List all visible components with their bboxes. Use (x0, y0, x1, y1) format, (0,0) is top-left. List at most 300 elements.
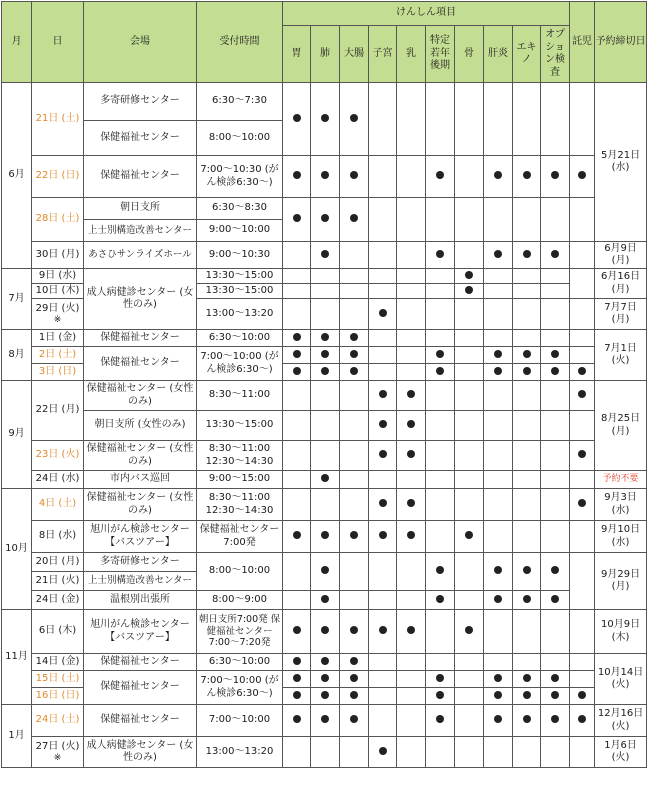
deadline-cell: 10月14日 (火) (595, 654, 647, 705)
mark-cell (541, 269, 570, 284)
mark-cell (311, 521, 340, 553)
mark-cell (570, 671, 595, 688)
day-cell: 24日 (水) (32, 471, 84, 489)
dot-mark (523, 595, 531, 603)
mark-cell (311, 688, 340, 705)
mark-cell (283, 269, 311, 284)
header-item-bone: 骨 (455, 26, 484, 83)
mark-cell (484, 737, 513, 768)
mark-cell (283, 471, 311, 489)
mark-cell (570, 411, 595, 441)
mark-cell (311, 381, 340, 411)
day-cell: 22日 (月) (32, 381, 84, 441)
mark-cell (369, 411, 397, 441)
checkup-schedule-table (1, 1, 647, 768)
dot-mark (578, 171, 586, 179)
mark-cell (311, 610, 340, 654)
mark-cell (541, 688, 570, 705)
dot-mark (321, 657, 329, 665)
mark-cell (455, 299, 484, 330)
dot-mark (350, 333, 358, 341)
mark-cell (397, 198, 426, 242)
mark-cell (397, 284, 426, 299)
mark-cell (570, 347, 595, 364)
mark-cell (340, 411, 369, 441)
dot-mark (293, 715, 301, 723)
dot-mark (407, 420, 415, 428)
venue-cell: 保健福祉センター (84, 156, 197, 198)
mark-cell (541, 198, 570, 242)
dot-mark (494, 250, 502, 258)
day-cell: 14日 (金) (32, 654, 84, 671)
dot-mark (350, 626, 358, 634)
mark-cell (283, 284, 311, 299)
mark-cell (397, 441, 426, 471)
dot-mark (494, 691, 502, 699)
dot-mark (551, 367, 559, 375)
day-cell: 21日 (土) (32, 83, 84, 156)
dot-mark (578, 367, 586, 375)
mark-cell (455, 591, 484, 610)
mark-cell (397, 330, 426, 347)
venue-cell: 保健福祉センター (84, 121, 197, 156)
time-cell: 7:00～10:00 (197, 705, 283, 737)
venue-cell: 保健福祉センター (女性のみ) (84, 381, 197, 411)
mark-cell (513, 471, 541, 489)
mark-cell (340, 441, 369, 471)
dot-mark (350, 214, 358, 222)
dot-mark (494, 715, 502, 723)
dot-mark (293, 350, 301, 358)
time-cell: 8:00～10:00 (197, 121, 283, 156)
mark-cell (455, 654, 484, 671)
mark-cell (311, 299, 340, 330)
mark-cell (541, 654, 570, 671)
time-cell: 13:30～15:00 (197, 411, 283, 441)
dot-mark (523, 674, 531, 682)
mark-cell (340, 156, 369, 198)
mark-cell (484, 364, 513, 381)
mark-cell (369, 521, 397, 553)
dot-mark (321, 350, 329, 358)
mark-cell (570, 269, 595, 299)
venue-cell: 旭川がん検診センター 【バスツアー】 (84, 610, 197, 654)
mark-cell (570, 737, 595, 768)
dot-mark (321, 674, 329, 682)
mark-cell (484, 471, 513, 489)
mark-cell (283, 705, 311, 737)
mark-cell (570, 441, 595, 471)
mark-cell (570, 242, 595, 269)
mark-cell (340, 553, 369, 591)
mark-cell (283, 299, 311, 330)
mark-cell (541, 521, 570, 553)
mark-cell (340, 347, 369, 364)
mark-cell (541, 156, 570, 198)
dot-mark (494, 595, 502, 603)
mark-cell (283, 411, 311, 441)
mark-cell (369, 156, 397, 198)
header-reception-time: 受付時間 (197, 2, 283, 83)
dot-mark (321, 626, 329, 634)
mark-cell (340, 83, 369, 156)
dot-mark (407, 390, 415, 398)
header-checkup-items: けんしん項目 (283, 2, 570, 26)
mark-cell (340, 364, 369, 381)
mark-cell (340, 269, 369, 284)
mark-cell (513, 705, 541, 737)
mark-cell (283, 347, 311, 364)
day-cell: 8日 (水) (32, 521, 84, 553)
mark-cell (426, 330, 455, 347)
header-item-lung: 肺 (311, 26, 340, 83)
header-item-colon: 大腸 (340, 26, 369, 83)
venue-cell: 市内バス巡回 (84, 471, 197, 489)
mark-cell (455, 553, 484, 591)
mark-cell (513, 284, 541, 299)
dot-mark (379, 420, 387, 428)
mark-cell (311, 654, 340, 671)
deadline-cell: 8月25日 (月) (595, 381, 647, 471)
dot-mark (321, 214, 329, 222)
time-cell: 13:00～13:20 (197, 299, 283, 330)
dot-mark (321, 171, 329, 179)
dot-mark (436, 691, 444, 699)
mark-cell (397, 671, 426, 688)
mark-cell (541, 284, 570, 299)
mark-cell (484, 688, 513, 705)
mark-cell (283, 83, 311, 156)
dot-mark (436, 566, 444, 574)
mark-cell (455, 610, 484, 654)
mark-cell (340, 471, 369, 489)
dot-mark (293, 531, 301, 539)
mark-cell (340, 688, 369, 705)
mark-cell (455, 671, 484, 688)
mark-cell (455, 242, 484, 269)
mark-cell (484, 347, 513, 364)
mark-cell (311, 347, 340, 364)
mark-cell (369, 591, 397, 610)
dot-mark (551, 350, 559, 358)
dot-mark (321, 531, 329, 539)
mark-cell (397, 242, 426, 269)
header-venue: 会場 (84, 2, 197, 83)
month-cell: 10月 (2, 489, 32, 610)
mark-cell (513, 737, 541, 768)
mark-cell (541, 299, 570, 330)
time-cell: 6:30～8:30 (197, 198, 283, 220)
dot-mark (293, 691, 301, 699)
mark-cell (397, 381, 426, 411)
dot-mark (523, 350, 531, 358)
mark-cell (541, 242, 570, 269)
mark-cell (397, 299, 426, 330)
mark-cell (426, 489, 455, 521)
month-cell: 6月 (2, 83, 32, 269)
dot-mark (407, 499, 415, 507)
dot-mark (436, 715, 444, 723)
dot-mark (494, 171, 502, 179)
dot-mark (465, 626, 473, 634)
deadline-cell: 12月16日 (火) (595, 705, 647, 737)
mark-cell (397, 489, 426, 521)
time-cell: 13:30～15:00 (197, 284, 283, 299)
mark-cell (369, 705, 397, 737)
dot-mark (321, 367, 329, 375)
mark-cell (513, 269, 541, 284)
mark-cell (311, 156, 340, 198)
mark-cell (426, 381, 455, 411)
day-cell: 15日 (土) (32, 671, 84, 688)
mark-cell (455, 284, 484, 299)
dot-mark (578, 390, 586, 398)
day-text: 27日 (火) (35, 741, 80, 753)
dot-mark (523, 367, 531, 375)
mark-cell (340, 299, 369, 330)
day-cell: 2日 (土) (32, 347, 84, 364)
mark-cell (426, 364, 455, 381)
mark-cell (484, 411, 513, 441)
dot-mark (350, 367, 358, 375)
time-cell: 朝日支所7:00発 保健福祉センター 7:00～7:20発 (197, 610, 283, 654)
mark-cell (283, 198, 311, 242)
mark-cell (513, 688, 541, 705)
month-cell: 11月 (2, 610, 32, 705)
venue-cell: 朝日支所 (女性のみ) (84, 411, 197, 441)
mark-cell (570, 553, 595, 610)
mark-cell (369, 269, 397, 284)
mark-cell (455, 83, 484, 156)
mark-cell (455, 156, 484, 198)
mark-cell (340, 610, 369, 654)
mark-cell (513, 553, 541, 591)
deadline-cell: 9月10日 (水) (595, 521, 647, 553)
mark-cell (283, 242, 311, 269)
time-cell: 7:00～10:30 (がん検診6:30～) (197, 156, 283, 198)
venue-cell: あさひサンライズホール (84, 242, 197, 269)
dot-mark (494, 674, 502, 682)
mark-cell (369, 441, 397, 471)
dot-mark (465, 531, 473, 539)
mark-cell (283, 489, 311, 521)
mark-cell (311, 591, 340, 610)
mark-cell (340, 242, 369, 269)
dot-mark (350, 114, 358, 122)
day-cell: 3日 (日) (32, 364, 84, 381)
mark-cell (369, 330, 397, 347)
header-month: 月 (2, 2, 32, 83)
mark-cell (455, 441, 484, 471)
mark-cell (513, 83, 541, 156)
mark-cell (513, 671, 541, 688)
dot-mark (436, 674, 444, 682)
mark-cell (513, 489, 541, 521)
mark-cell (426, 688, 455, 705)
mark-cell (311, 242, 340, 269)
mark-cell (426, 553, 455, 591)
month-cell: 8月 (2, 330, 32, 381)
dot-mark (551, 674, 559, 682)
day-cell: 28日 (土) (32, 198, 84, 242)
deadline-cell: 7月1日 (火) (595, 330, 647, 381)
mark-cell (397, 471, 426, 489)
mark-cell (369, 381, 397, 411)
mark-cell (369, 610, 397, 654)
mark-cell (340, 198, 369, 242)
mark-cell (541, 591, 570, 610)
header-item-option: オプション検査 (541, 26, 570, 83)
mark-cell (570, 610, 595, 654)
mark-cell (311, 198, 340, 242)
day-cell (32, 737, 84, 768)
mark-cell (369, 737, 397, 768)
dot-mark (379, 499, 387, 507)
dot-mark (293, 367, 301, 375)
mark-cell (283, 156, 311, 198)
day-cell: 21日 (火) (32, 572, 84, 591)
day-cell: 16日 (日) (32, 688, 84, 705)
dot-mark (293, 171, 301, 179)
mark-cell (455, 364, 484, 381)
mark-cell (455, 737, 484, 768)
day-cell: 24日 (金) (32, 591, 84, 610)
header-item-uterus: 子宮 (369, 26, 397, 83)
mark-cell (513, 330, 541, 347)
day-text: 29日 (火) (35, 303, 80, 315)
day-cell (32, 299, 84, 330)
mark-cell (455, 269, 484, 284)
deadline-cell: 1月6日 (火) (595, 737, 647, 768)
mark-cell (397, 553, 426, 591)
mark-cell (541, 347, 570, 364)
mark-cell (570, 198, 595, 242)
dot-mark (551, 171, 559, 179)
note-mark: ※ (53, 314, 62, 325)
mark-cell (426, 521, 455, 553)
mark-cell (311, 705, 340, 737)
mark-cell (541, 381, 570, 411)
mark-cell (397, 347, 426, 364)
mark-cell (541, 737, 570, 768)
mark-cell (541, 610, 570, 654)
mark-cell (397, 83, 426, 156)
dot-mark (293, 626, 301, 634)
mark-cell (369, 284, 397, 299)
dot-mark (350, 657, 358, 665)
mark-cell (397, 364, 426, 381)
mark-cell (570, 364, 595, 381)
time-cell: 保健福祉センター 7:00発 (197, 521, 283, 553)
mark-cell (283, 521, 311, 553)
mark-cell (570, 521, 595, 553)
mark-cell (513, 610, 541, 654)
mark-cell (426, 411, 455, 441)
venue-cell: 保健福祉センター (84, 654, 197, 671)
mark-cell (340, 521, 369, 553)
mark-cell (369, 671, 397, 688)
mark-cell (541, 83, 570, 156)
venue-cell: 保健福祉センター (84, 330, 197, 347)
header-item-hepatitis: 肝炎 (484, 26, 513, 83)
mark-cell (484, 654, 513, 671)
mark-cell (369, 83, 397, 156)
mark-cell (311, 330, 340, 347)
mark-cell (513, 441, 541, 471)
mark-cell (484, 705, 513, 737)
dot-mark (379, 450, 387, 458)
mark-cell (311, 471, 340, 489)
venue-cell: 多寄研修センター (84, 83, 197, 121)
mark-cell (311, 553, 340, 591)
mark-cell (513, 242, 541, 269)
header-deadline: 予約締切日 (595, 2, 647, 83)
mark-cell (484, 330, 513, 347)
dot-mark (436, 250, 444, 258)
dot-mark (350, 531, 358, 539)
month-cell: 7月 (2, 269, 32, 330)
dot-mark (379, 531, 387, 539)
header-item-stomach: 胃 (283, 26, 311, 83)
header-item-breast: 乳 (397, 26, 426, 83)
time-cell: 7:00～10:00 (がん検診6:30～) (197, 347, 283, 381)
mark-cell (340, 591, 369, 610)
mark-cell (426, 591, 455, 610)
dot-mark (350, 171, 358, 179)
mark-cell (340, 330, 369, 347)
mark-cell (369, 489, 397, 521)
mark-cell (455, 198, 484, 242)
dot-mark (407, 626, 415, 634)
mark-cell (340, 381, 369, 411)
mark-cell (484, 553, 513, 591)
mark-cell (283, 330, 311, 347)
mark-cell (340, 654, 369, 671)
time-cell: 8:30～11:00 12:30～14:30 (197, 489, 283, 521)
mark-cell (369, 299, 397, 330)
dot-mark (407, 450, 415, 458)
mark-cell (426, 347, 455, 364)
dot-mark (321, 715, 329, 723)
mark-cell (541, 471, 570, 489)
mark-cell (570, 688, 595, 705)
mark-cell (283, 610, 311, 654)
mark-cell (426, 671, 455, 688)
month-cell: 9月 (2, 381, 32, 489)
mark-cell (426, 441, 455, 471)
dot-mark (379, 626, 387, 634)
mark-cell (426, 610, 455, 654)
mark-cell (369, 198, 397, 242)
month-cell: 1月 (2, 705, 32, 768)
deadline-cell: 6月16日 (月) (595, 269, 647, 299)
venue-cell: 上士別構造改善センター (84, 220, 197, 242)
dot-mark (293, 114, 301, 122)
venue-cell: 上士別構造改善センター (84, 572, 197, 591)
time-cell: 6:30～10:00 (197, 654, 283, 671)
venue-cell: 保健福祉センター (84, 671, 197, 705)
mark-cell (426, 83, 455, 156)
mark-cell (484, 381, 513, 411)
mark-cell (397, 705, 426, 737)
venue-cell: 朝日支所 (84, 198, 197, 220)
mark-cell (283, 441, 311, 471)
mark-cell (541, 705, 570, 737)
mark-cell (570, 156, 595, 198)
mark-cell (340, 737, 369, 768)
dot-mark (350, 715, 358, 723)
mark-cell (541, 671, 570, 688)
